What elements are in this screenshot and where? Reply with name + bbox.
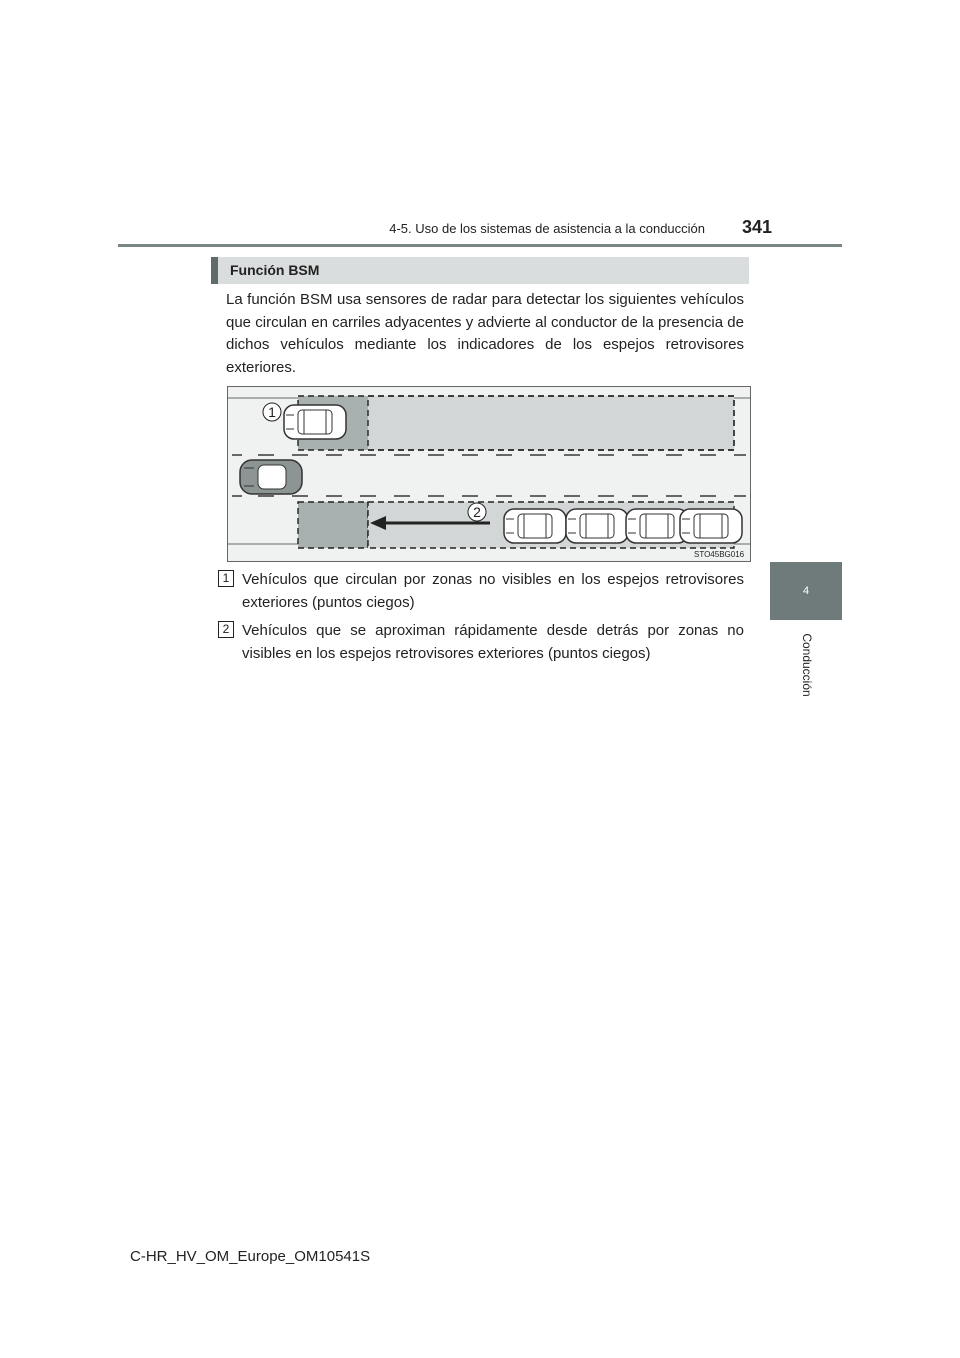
chapter-tab: 4 bbox=[770, 562, 842, 620]
diagram-code: STO45BG016 bbox=[694, 550, 745, 559]
car-approaching-2 bbox=[566, 509, 628, 543]
car-own-vehicle bbox=[240, 460, 302, 494]
car-approaching-1 bbox=[504, 509, 566, 543]
car-approaching-3 bbox=[626, 509, 688, 543]
chapter-label: Conducción bbox=[800, 633, 814, 697]
intro-paragraph: La función BSM usa sensores de radar para detectar los siguientes vehículos que circulan en carriles adyacentes y advierte al conductor de la presencia de dichos vehículos mediante los indicadores de los espejos retrovisores exteriores. bbox=[226, 291, 744, 376]
callout-1: 1 bbox=[268, 404, 276, 420]
car-approaching-4 bbox=[680, 509, 742, 543]
callout-2: 2 bbox=[473, 504, 481, 520]
page-number: 341 bbox=[742, 217, 773, 237]
section-heading-text: Función BSM bbox=[230, 262, 320, 278]
upper-zone bbox=[368, 396, 734, 450]
car-upper-blindspot bbox=[284, 405, 346, 439]
section-heading bbox=[211, 257, 749, 284]
header-section-title: 4-5. Uso de los sistemas de asistencia a la conducción bbox=[389, 221, 705, 236]
list-item-text: Vehículos que circulan por zonas no visibles en los espejos retrovisores exteriores (puntos ciegos) bbox=[242, 571, 744, 611]
header-rule bbox=[118, 244, 842, 247]
list-item-text: Vehículos que se aproximan rápidamente desde detrás por zonas no visibles en los espejos retrovisores exteriores (puntos ciegos) bbox=[242, 622, 744, 662]
lower-zone-dark bbox=[298, 502, 368, 548]
list-item bbox=[218, 620, 744, 665]
list-item bbox=[218, 569, 744, 614]
footer-doc-code: C-HR_HV_OM_Europe_OM10541S bbox=[130, 1248, 371, 1265]
bsm-diagram bbox=[227, 386, 751, 562]
list-marker-1: 1 bbox=[218, 570, 234, 587]
item-list bbox=[218, 569, 744, 671]
list-marker-2: 2 bbox=[218, 621, 234, 638]
